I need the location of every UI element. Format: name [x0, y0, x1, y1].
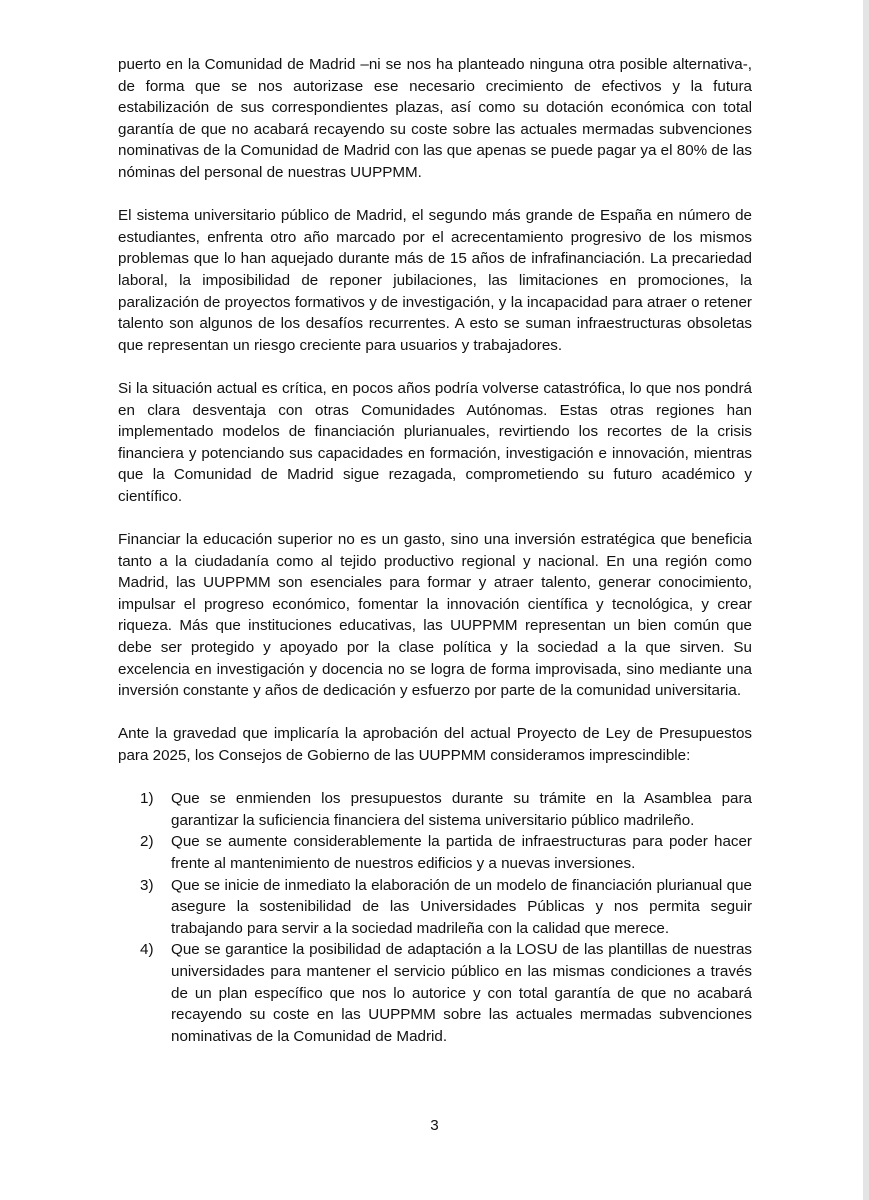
- request-text: Que se inicie de inmediato la elaboración de un modelo de financiación plurianual que asegure la sostenibilidad de las Universidades Públicas y nos permita seguir trabajando para servir a la sociedad madrileña con la calidad que merece.: [171, 876, 752, 937]
- page-number: 3: [430, 1117, 439, 1134]
- request-item: [140, 875, 752, 940]
- document-page: [118, 54, 752, 1047]
- request-text: Que se aumente considerablemente la partida de infraestructuras para poder hacer frente al mantenimiento de nuestros edificios y a nuevas inversiones.: [171, 833, 752, 872]
- request-text: Que se garantice la posibilidad de adaptación a la LOSU de las plantillas de nuestras universidades para mantener el servicio público en las mismas condiciones a través de un plan específico que nos lo autorice y con total garantía de que no acabará recayendo su coste en las UUPPMM sobre las actuales mermadas subvenciones nominativas de la Comunidad de Madrid.: [171, 941, 752, 1045]
- requests-list-wrapper: [118, 788, 752, 1047]
- paragraph-critical-situation: Si la situación actual es crítica, en pocos años podría volverse catastrófica, lo que nos pondrá en clara desventaja con otras Comunidades Autónomas. Estas otras regiones han implementado modelos de financiación plurianuales, revirtiendo los recortes de la crisis financiera y potenciando sus capacidades en formación, investigación e innovación, mientras que la Comunidad de Madrid sigue rezagada, comprometiendo su futuro académico y científico.: [118, 379, 752, 505]
- request-number: 4): [140, 941, 154, 959]
- page-edge: [863, 0, 869, 1200]
- request-number: 3): [140, 876, 154, 894]
- paragraph-requests-intro: Ante la gravedad que implicaría la aprobación del actual Proyecto de Ley de Presupuestos para 2025, los Consejos de Gobierno de las UUPPMM consideramos imprescindible:: [118, 725, 752, 764]
- request-text: Que se enmienden los presupuestos durante su trámite en la Asamblea para garantizar la suficiencia financiera del sistema universitario público madrileño.: [171, 790, 752, 829]
- request-item: [140, 939, 752, 1047]
- request-item: [140, 788, 752, 831]
- request-item: [140, 831, 752, 874]
- requests-list: [118, 788, 752, 1047]
- paragraph-university-system: El sistema universitario público de Madrid, el segundo más grande de España en número de estudiantes, enfrenta otro año marcado por el acrecentamiento progresivo de los mismos problemas que lo han aquejado durante más de 15 años de infrafinanciación. La precariedad laboral, la imposibilidad de reponer jubilaciones, las limitaciones en promociones, la paralización de proyectos formativos y de investigación, y la incapacidad para atraer o retener talento son algunos de los desafíos recurrentes. A esto se suman infraestructuras obsoletas que representan un riesgo creciente para usuarios y trabajadores.: [118, 207, 752, 354]
- request-number: 2): [140, 833, 154, 851]
- request-number: 1): [140, 790, 154, 808]
- paragraph-investment: Financiar la educación superior no es un gasto, sino una inversión estratégica que beneficia tanto a la ciudadanía como al tejido productivo regional y nacional. En una región como Madrid, las UUPPMM son esenciales para formar y atraer talento, generar conocimiento, impulsar el progreso económico, fomentar la innovación científica y tecnológica, y crear riqueza. Más que instituciones educativas, las UUPPMM representan un bien común que debe ser protegido y apoyado por la clase política y la sociedad a la que sirven. Su excelencia en investigación y docencia no se logra de forma improvisada, sino mediante una inversión constante y años de dedicación y esfuerzo por parte de la comunidad universitaria.: [118, 531, 752, 700]
- paragraph-continuation: puerto en la Comunidad de Madrid –ni se nos ha planteado ninguna otra posible alternativa-, de forma que se nos autorizase ese necesario crecimiento de efectivos y la futura estabilización de sus correspondientes plazas, así como su dotación económica con total garantía de que no acabará recayendo su coste sobre las actuales mermadas subvenciones nominativas de la Comunidad de Madrid con las que apenas se puede pagar ya el 80% de las nóminas del personal de nuestras UUPPMM.: [118, 56, 752, 181]
